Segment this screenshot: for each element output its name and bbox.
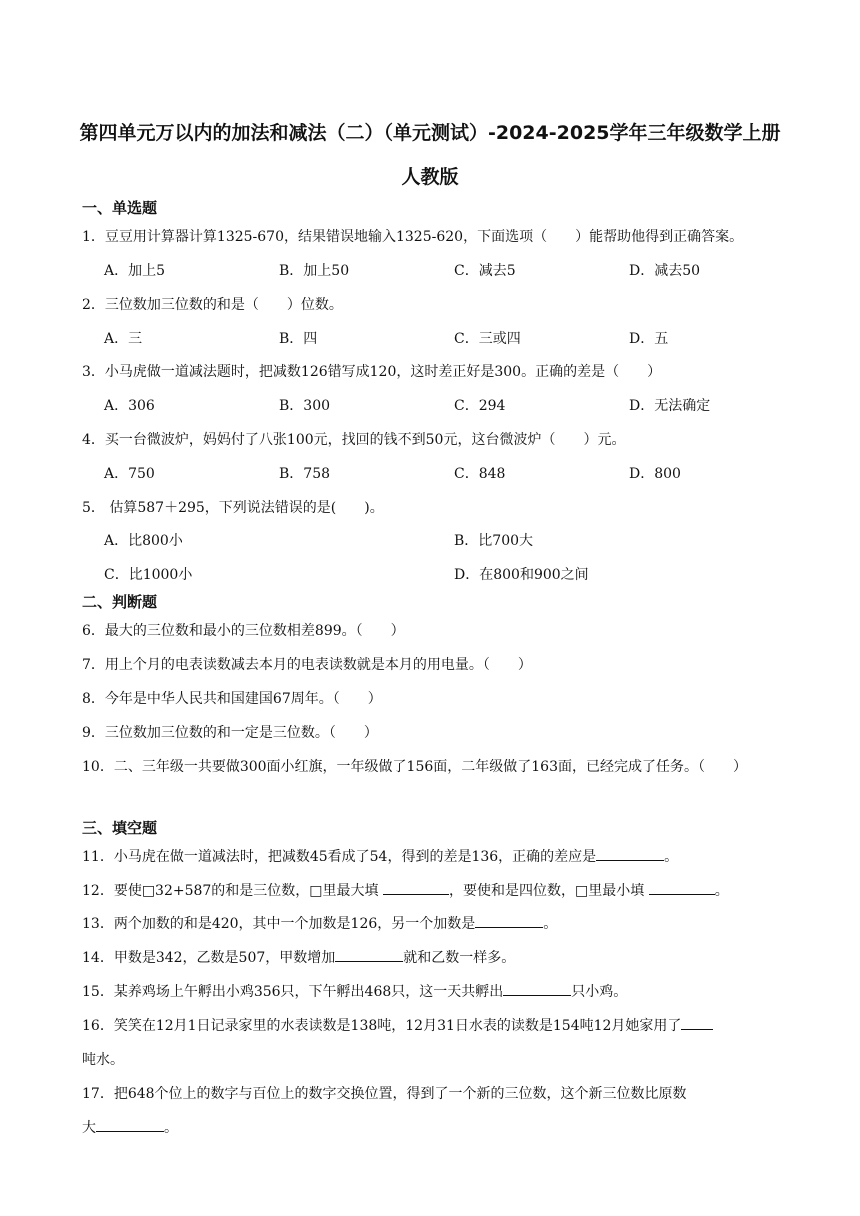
- question-10: 10．二、三年级一共要做300面小红旗，一年级做了156面，二年级做了163面，已经完成了任务。（ ）: [82, 759, 747, 775]
- option-2c: C．三或四: [454, 331, 521, 347]
- question-12: [82, 880, 729, 900]
- answer-blank: [96, 1117, 164, 1132]
- question-12-end: 。: [714, 883, 729, 899]
- option-2a: A．三: [104, 331, 143, 347]
- question-13-end: 。: [543, 916, 558, 932]
- question-8: 8．今年是中华人民共和国建国67周年。（ ）: [82, 691, 382, 707]
- question-11-text: 11．小马虎在做一道减法时，把减数45看成了54，得到的差是136，正确的差应是: [82, 849, 597, 865]
- question-17-end: 。: [164, 1120, 178, 1136]
- question-7: 7．用上个月的电表读数减去本月的电表读数就是本月的用电量。（ ）: [82, 657, 532, 673]
- question-17: 17．把648个位上的数字与百位上的数字交换位置，得到了一个新的三位数，这个新三位数比原数: [82, 1086, 687, 1102]
- answer-blank: [596, 846, 664, 861]
- question-13: [82, 913, 557, 933]
- question-4: 4．买一台微波炉，妈妈付了八张100元，找回的钱不到50元，这台微波炉（ ）元。: [82, 432, 626, 448]
- option-2b: B．四: [279, 331, 318, 347]
- option-3d: D．无法确定: [629, 398, 711, 414]
- option-1c: C．减去5: [454, 263, 516, 279]
- section-heading-true-false: 二、判断题: [82, 593, 158, 611]
- option-1b: B．加上50: [279, 263, 350, 279]
- question-13-text: 13．两个加数的和是420，其中一个加数是126，另一个加数是: [82, 916, 476, 932]
- question-2: 2．三位数加三位数的和是（ ）位数。: [82, 297, 343, 313]
- answer-blank: [503, 981, 571, 996]
- question-15-text: 15．某养鸡场上午孵出小鸡356只，下午孵出468只，这一天共孵出: [82, 984, 504, 1000]
- question-5: 5． 估算587＋295，下列说法错误的是( )。: [82, 500, 384, 516]
- option-5c: C．比1000小: [104, 567, 193, 583]
- option-4c: C．848: [454, 466, 506, 482]
- question-14: [82, 947, 515, 967]
- option-5d: D．在800和900之间: [454, 567, 589, 583]
- option-3a: A．306: [104, 398, 155, 414]
- question-14-text: 14．甲数是342，乙数是507，甲数增加: [82, 950, 336, 966]
- option-5a: A．比800小: [104, 533, 183, 549]
- option-3c: C．294: [454, 398, 506, 414]
- document-subtitle: 人教版: [401, 166, 459, 188]
- document-title: 第四单元万以内的加法和减法（二）（单元测试）-2024-2025学年三年级数学上册: [79, 122, 781, 144]
- question-15-end: 只小鸡。: [571, 984, 628, 1000]
- option-4a: A．750: [104, 466, 155, 482]
- option-2d: D．五: [629, 331, 669, 347]
- section-heading-fill-blank: 三、填空题: [82, 819, 158, 837]
- question-16: [82, 1015, 713, 1035]
- option-1a: A．加上5: [104, 263, 166, 279]
- question-12-text-b: ，要使和是四位数，□里最小填: [449, 883, 649, 899]
- question-6: 6．最大的三位数和最小的三位数相差899。（ ）: [82, 623, 405, 639]
- answer-blank: [383, 880, 449, 895]
- option-5b: B．比700大: [454, 533, 534, 549]
- answer-blank: [649, 880, 715, 895]
- option-4b: B．758: [279, 466, 331, 482]
- option-3b: B．300: [279, 398, 331, 414]
- question-14-end: 就和乙数一样多。: [403, 950, 516, 966]
- answer-blank: [475, 913, 543, 928]
- question-16-text: 16．笑笑在12月1日记录家里的水表读数是138吨，12月31日水表的读数是154吨12月她家用了: [82, 1018, 682, 1034]
- question-9: 9．三位数加三位数的和一定是三位数。（ ）: [82, 725, 378, 741]
- question-12-text-a: 12．要使□32+587的和是三位数，□里最大填: [82, 883, 383, 899]
- question-11-end: 。: [664, 849, 679, 865]
- answer-blank: [681, 1015, 713, 1030]
- question-16-continued: 吨水。: [82, 1052, 124, 1068]
- question-1: 1．豆豆用计算器计算1325-670，结果错误地输入1325-620，下面选项（ ）能帮助他得到正确答案。: [82, 229, 744, 245]
- section-heading-single-choice: 一、单选题: [82, 199, 158, 217]
- option-1d: D．减去50: [629, 263, 701, 279]
- question-15: [82, 981, 627, 1001]
- question-3: 3．小马虎做一道减法题时，把减数126错写成120，这时差正好是300。正确的差是（ ）: [82, 364, 662, 380]
- option-4d: D．800: [629, 466, 681, 482]
- question-17-text: 大: [82, 1120, 96, 1136]
- answer-blank: [335, 947, 403, 962]
- question-11: [82, 846, 678, 866]
- question-17-continued: [82, 1117, 178, 1137]
